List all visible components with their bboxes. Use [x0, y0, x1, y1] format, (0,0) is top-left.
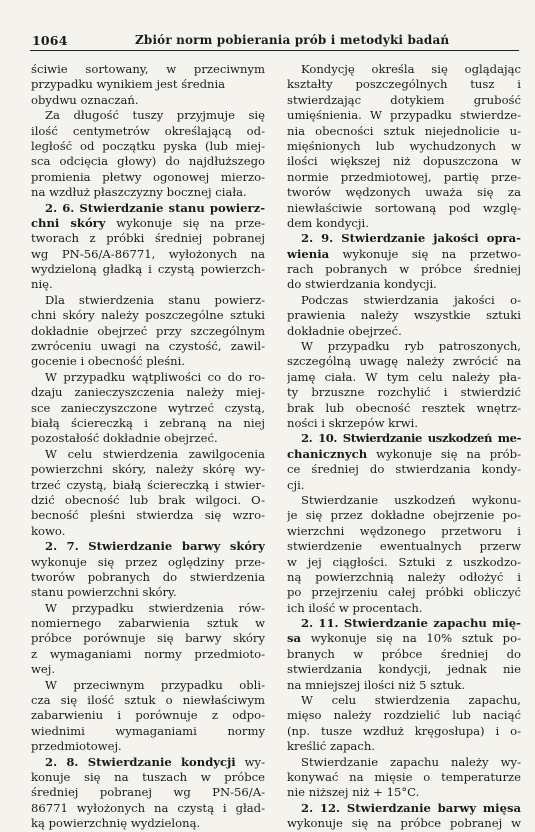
line-text: kreślić zapach.: [287, 739, 375, 754]
line-text: normie przedmiotowej, partię prze-: [287, 169, 521, 184]
line-text: ściwie sortowany, w przeciwnym: [31, 62, 265, 76]
line-text: mięso należy rozdzielić lub naciąć: [287, 708, 521, 723]
line-text: W celu stwierdzenia zawilgocenia: [45, 446, 265, 461]
text-line: [31, 585, 265, 600]
text-line: [31, 77, 265, 92]
line-text: zabarwieniu i porównuje z odpo-: [31, 708, 265, 723]
line-text: stwierdzania kondycji, jednak nie: [287, 662, 521, 677]
line-text: pozostałość dokładnie obejrzeć.: [31, 431, 218, 446]
text-line: [31, 154, 265, 169]
line-text: W przypadku stwierdzenia rów-: [45, 600, 265, 615]
text-line: [287, 631, 521, 646]
line-text: zwróceniu uwagi na czystość, zawil-: [31, 339, 265, 354]
text-line: [31, 416, 265, 431]
text-line: [287, 585, 521, 600]
text-line: [31, 139, 265, 154]
section-heading: 2. 9. Stwierdzanie jakości opra-: [301, 231, 521, 246]
line-text: promienia płetwy ogonowej mierzo-: [31, 169, 265, 184]
line-text: przypadku wynikiem jest średnia: [31, 77, 226, 92]
text-line: [287, 216, 521, 231]
section-heading: 2. 7. Stwierdzanie barwy skóry: [45, 539, 265, 554]
line-text: do stwierdzania kondycji.: [287, 277, 437, 292]
text-line: [31, 508, 265, 523]
text-line: [31, 324, 265, 339]
line-text: po przejrzeniu całej próbki obliczyć: [287, 585, 521, 600]
line-text: ności i skrzepów krwi.: [287, 415, 419, 430]
text-line: [31, 693, 265, 708]
line-text: wej.: [31, 662, 56, 677]
text-line: [287, 447, 521, 462]
line-text: ty brzuszne rozchylić i stwierdzić: [287, 385, 521, 400]
line-text: tworach z próbki średniej pobranej: [31, 231, 265, 246]
section-heading: 2. 10. Stwierdzanie uszkodzeń me-: [301, 431, 521, 446]
text-line: [31, 447, 265, 462]
line-text: na mniejszej ilości niż 5 sztuk.: [287, 677, 466, 692]
text-line: [31, 816, 265, 831]
text-line: [287, 401, 521, 416]
line-text: wykonuje się na przetwo-: [329, 246, 521, 261]
text-line: [287, 185, 521, 200]
text-line: [287, 662, 521, 677]
text-line: [287, 524, 521, 539]
line-text: jamę ciała. W tym celu należy pła-: [287, 369, 521, 384]
text-line: [287, 308, 521, 323]
header-rule: [30, 50, 519, 51]
text-line: [287, 478, 521, 493]
text-line: [287, 262, 521, 277]
line-text: obydwu oznaczań.: [31, 92, 139, 107]
line-text: tworów wędzonych uważa się za: [287, 185, 521, 200]
text-line: [287, 678, 521, 693]
line-text: ilość centymetrów określającą od-: [31, 123, 265, 138]
text-line: [287, 647, 521, 662]
line-text: konuje się na tuszach w próbce: [31, 769, 265, 784]
section-heading: wienia: [287, 246, 330, 261]
line-text: dokładnie obejrzeć.: [287, 323, 402, 338]
line-text: konywać na mięsie o temperaturze: [287, 769, 521, 784]
line-text: wykonuje się przez oględziny prze-: [31, 554, 265, 569]
line-text: kowo.: [31, 523, 66, 538]
line-text: W przypadku ryb patroszonych,: [301, 339, 521, 354]
text-line: [31, 370, 265, 385]
line-text: powierzchni skóry, należy skórę wy-: [31, 462, 265, 477]
text-line: [31, 293, 265, 308]
running-title: Zbiór norm pobierania prób i metodyki badań: [135, 33, 450, 47]
line-text: sce zanieczyszczone wytrzeć czystą,: [31, 400, 265, 415]
text-line: [31, 93, 265, 108]
line-text: wykonuje się na próbce pobranej w: [287, 816, 521, 831]
text-line: [287, 555, 521, 570]
line-text: szczególną uwagę należy zwrócić na: [287, 354, 521, 369]
line-text: ką powierzchnię wydzieloną.: [31, 816, 201, 831]
text-line: [31, 785, 265, 800]
text-line: [287, 154, 521, 169]
section-heading: chanicznych: [287, 446, 368, 461]
line-text: nie niższej niż + 15°C.: [287, 785, 420, 800]
line-text: becność pleśni stwierdza się wzro-: [31, 508, 265, 523]
text-line: [31, 108, 265, 123]
text-line: [31, 201, 265, 216]
line-text: niewłaściwie sortowaną pod wzglę-: [287, 200, 521, 215]
text-line: [31, 247, 265, 262]
text-line: [287, 170, 521, 185]
text-line: [287, 339, 521, 354]
page-header: [30, 30, 519, 50]
line-text: w jej ciągłości. Sztuki z uszkodzo-: [287, 554, 521, 569]
text-line: [287, 493, 521, 508]
line-text: (np. tusze wzdłuż kręgosłupa) i o-: [287, 723, 521, 738]
text-line: [31, 185, 265, 200]
line-text: nię.: [31, 277, 53, 292]
text-line: [31, 493, 265, 508]
text-line: [287, 508, 521, 523]
text-line: [31, 601, 265, 616]
text-line: [287, 416, 521, 431]
text-line: [287, 108, 521, 123]
text-line: [31, 62, 265, 77]
text-line: [31, 662, 265, 677]
section-heading: 2. 6. Stwierdzanie stanu powierz-: [45, 200, 265, 215]
text-line: [287, 231, 521, 246]
text-line: [287, 739, 521, 754]
line-text: dzaju zanieczyszczenia należy miej-: [31, 385, 265, 400]
text-line: [287, 124, 521, 139]
left-column: [31, 62, 265, 832]
line-text: wykonuje się na 10% sztuk po-: [301, 631, 521, 646]
text-line: [287, 139, 521, 154]
text-line: [287, 324, 521, 339]
line-text: 86771 wyłożonych na czystą i gład-: [31, 800, 265, 815]
line-text: W przypadku wątpliwości co do ro-: [45, 369, 265, 384]
line-text: wg PN-56/A-86771, wyłożonych na: [31, 246, 265, 261]
text-line: [287, 77, 521, 92]
line-text: Za długość tuszy przyjmuje się: [45, 108, 265, 123]
text-line: [31, 478, 265, 493]
line-text: brak lub obecność resztek wnętrz-: [287, 400, 521, 415]
section-heading: chni skóry: [31, 215, 106, 230]
text-line: [287, 601, 521, 616]
text-line: [31, 231, 265, 246]
text-line: [31, 570, 265, 585]
text-line: [287, 462, 521, 477]
section-heading: sa: [287, 631, 302, 646]
text-line: [31, 524, 265, 539]
line-text: dokładnie obejrzeć przy szczególnym: [31, 323, 265, 338]
text-line: [287, 816, 521, 831]
text-line: [287, 201, 521, 216]
line-text: cji.: [287, 477, 305, 492]
line-text: na wzdłuż płaszczyzny bocznej ciała.: [31, 185, 247, 200]
section-heading: 2. 12. Stwierdzanie barwy mięsa: [301, 800, 521, 815]
text-line: [31, 755, 265, 770]
text-line: [287, 62, 521, 77]
line-text: umięśnienia. W przypadku stwierdze-: [287, 108, 521, 123]
line-text: dzić obecność lub brak wilgoci. O-: [31, 492, 265, 507]
line-text: wy-: [235, 754, 265, 769]
text-line: [31, 308, 265, 323]
line-text: Stwierdzanie zapachu należy wy-: [301, 754, 521, 769]
text-line: [287, 801, 521, 816]
text-line: [31, 724, 265, 739]
line-text: Kondycję określa się oglądając: [301, 62, 521, 76]
line-text: tworów pobranych do stwierdzenia: [31, 569, 265, 584]
line-text: wykonuje się na prób-: [367, 446, 521, 461]
line-text: ilości większej niż dopuszczona w: [287, 154, 521, 169]
text-line: [287, 785, 521, 800]
text-line: [31, 631, 265, 646]
line-text: cza się ilość sztuk o niewłaściwym: [31, 693, 265, 708]
line-text: rach pobranych w próbce średniej: [287, 262, 521, 277]
text-line: [31, 539, 265, 554]
text-line: [31, 354, 265, 369]
text-line: [31, 124, 265, 139]
text-line: [31, 708, 265, 723]
text-line: [287, 277, 521, 292]
line-text: wiednimi wymaganiami normy: [31, 723, 265, 738]
text-line: [287, 570, 521, 585]
text-line: [31, 616, 265, 631]
line-text: Stwierdzanie uszkodzeń wykonu-: [301, 492, 521, 507]
line-text: ległość od początku pyska (lub miej-: [31, 138, 265, 153]
text-line: [287, 708, 521, 723]
text-line: [287, 247, 521, 262]
line-text: nia obecności sztuk niejednolicie u-: [287, 123, 521, 138]
line-text: ce średniej do stwierdzania kondy-: [287, 462, 521, 477]
text-line: [287, 724, 521, 739]
text-line: [287, 770, 521, 785]
text-line: [287, 354, 521, 369]
line-text: branych w próbce średniej do: [287, 646, 521, 661]
text-line: [31, 216, 265, 231]
text-line: [287, 755, 521, 770]
text-line: [287, 385, 521, 400]
line-text: stwierdzenie ewentualnych przerw: [287, 539, 521, 554]
text-line: [31, 739, 265, 754]
text-line: [31, 647, 265, 662]
text-line: [31, 801, 265, 816]
text-line: [31, 770, 265, 785]
text-line: [31, 339, 265, 354]
line-text: stwierdzając dotykiem grubość: [287, 92, 521, 107]
line-text: stanu powierzchni skóry.: [31, 585, 177, 600]
text-line: [31, 401, 265, 416]
text-line: [31, 678, 265, 693]
text-line: [287, 93, 521, 108]
text-line: [31, 385, 265, 400]
line-text: białą ściereczką i zebraną na niej: [31, 415, 265, 430]
line-text: wierzchni wędzonego przetworu i: [287, 523, 521, 538]
line-text: średniej pobranej wg PN-56/A-: [31, 785, 265, 800]
line-text: przedmiotowej.: [31, 739, 122, 754]
line-text: kształty poszczególnych tusz i: [287, 77, 521, 92]
text-line: [287, 431, 521, 446]
line-text: chni skóry należy poszczególne sztuki: [31, 308, 265, 323]
text-line: [287, 693, 521, 708]
line-text: Dla stwierdzenia stanu powierz-: [45, 292, 265, 307]
text-line: [31, 431, 265, 446]
line-text: trzeć czystą, białą ściereczką i stwier-: [31, 477, 265, 492]
line-text: ną powierzchnią należy odłożyć i: [287, 569, 521, 584]
text-line: [31, 277, 265, 292]
line-text: prawienia należy wszystkie sztuki: [287, 308, 521, 323]
right-column: [287, 62, 521, 832]
line-text: wydzieloną gładką i czystą powierzch-: [31, 262, 265, 277]
line-text: wykonuje się na prze-: [105, 215, 265, 230]
text-line: [31, 170, 265, 185]
line-text: je się przez dokładne obejrzenie po-: [287, 508, 521, 523]
line-text: próbce porównuje się barwy skóry: [31, 631, 265, 646]
text-line: [31, 555, 265, 570]
line-text: W celu stwierdzenia zapachu,: [301, 693, 521, 708]
text-line: [287, 293, 521, 308]
section-heading: 2. 8. Stwierdzanie kondycji: [45, 754, 236, 769]
text-line: [31, 262, 265, 277]
text-line: [31, 462, 265, 477]
text-line: [287, 539, 521, 554]
line-text: gocenie i obecność pleśni.: [31, 354, 186, 369]
line-text: dem kondycji.: [287, 215, 369, 230]
text-line: [287, 616, 521, 631]
line-text: Podczas stwierdzania jakości o-: [301, 292, 521, 307]
text-line: [287, 370, 521, 385]
page-number: 1064: [32, 33, 68, 48]
line-text: ich ilość w procentach.: [287, 600, 423, 615]
line-text: nomiernego zabarwienia sztuk w: [31, 616, 265, 631]
line-text: sca odcięcia głowy) do najdłuższego: [31, 154, 265, 169]
line-text: z wymaganiami normy przedmioto-: [31, 646, 265, 661]
section-heading: 2. 11. Stwierdzanie zapachu mię-: [301, 616, 521, 631]
line-text: W przeciwnym przypadku obli-: [45, 677, 265, 692]
line-text: mięśnionych lub wychudzonych w: [287, 138, 521, 153]
